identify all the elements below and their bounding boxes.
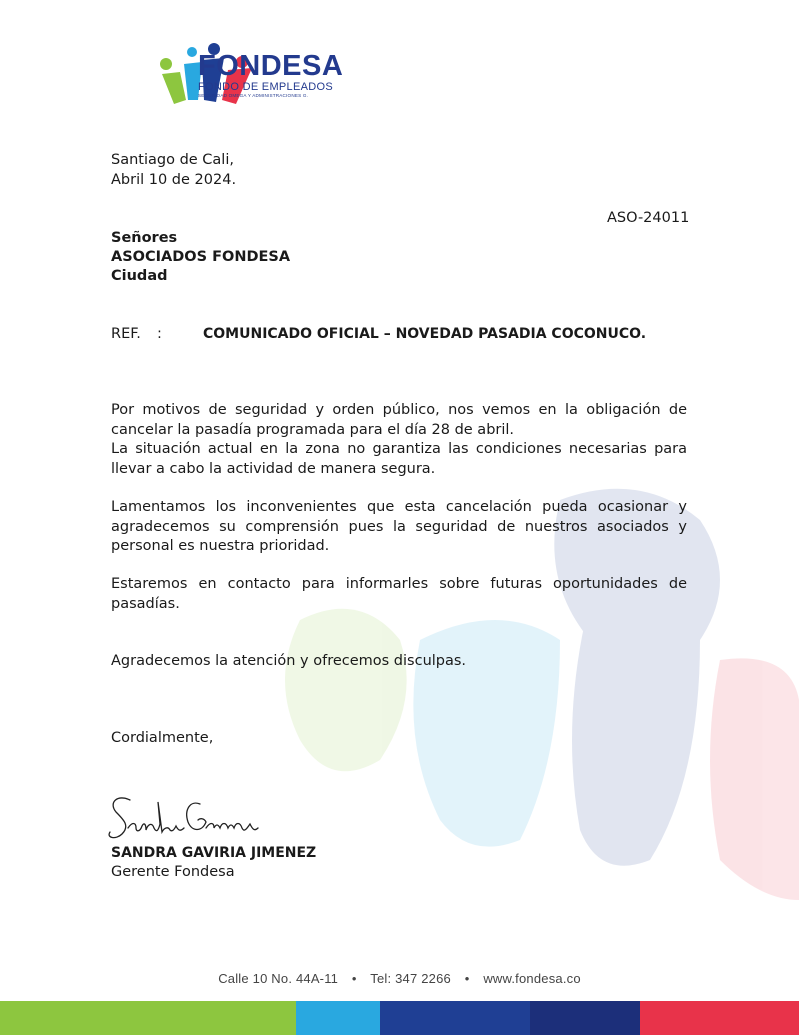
paragraph-1b: La situación actual en la zona no garantiza las condiciones necesarias para llevar a cabo la actividad de manera segura. bbox=[111, 441, 687, 477]
closing: Cordialmente, bbox=[111, 730, 214, 746]
ref-colon: : bbox=[157, 326, 162, 342]
ref-text: COMUNICADO OFICIAL – NOVEDAD PASADIA COCONUCO. bbox=[203, 326, 647, 342]
letter-date: Abril 10 de 2024. bbox=[111, 172, 237, 188]
footer-phone: Tel: 347 2266 bbox=[370, 971, 451, 986]
footer-separator: • bbox=[464, 971, 470, 986]
footer-bar-blue bbox=[380, 1001, 530, 1035]
brand-subtitle-small: SEGURIDAD OMEGA Y ADMINISTRACIONES G. bbox=[198, 93, 309, 98]
recipient-line-1: Señores bbox=[111, 230, 178, 246]
paragraph-1a: Por motivos de seguridad y orden público, nos vemos en la obligación de cancelar la pasadía programada para el día 28 de abril. bbox=[111, 402, 687, 438]
paragraph-4 bbox=[111, 652, 687, 672]
letter-place: Santiago de Cali, bbox=[111, 152, 234, 168]
paragraph-1 bbox=[111, 401, 687, 479]
paragraph-2-text: Lamentamos los inconvenientes que esta cancelación pueda ocasionar y agradecemos su comprensión pues la seguridad de nuestros asociados y personal es nuestra prioridad. bbox=[111, 499, 687, 554]
signer-title: Gerente Fondesa bbox=[111, 864, 235, 880]
footer-separator: • bbox=[351, 971, 357, 986]
letter-code: ASO-24011 bbox=[607, 210, 690, 226]
footer-address: Calle 10 No. 44A-11 bbox=[218, 971, 339, 986]
footer-bar-navy bbox=[530, 1001, 640, 1035]
brand-name: FONDESA bbox=[198, 50, 344, 82]
handwritten-signature bbox=[100, 792, 280, 846]
paragraph-2 bbox=[111, 498, 687, 557]
paragraph-3 bbox=[111, 575, 687, 614]
brand-subtitle: FONDO DE EMPLEADOS bbox=[198, 81, 333, 93]
ref-label: REF. bbox=[111, 326, 141, 342]
footer-bar-light-blue bbox=[296, 1001, 380, 1035]
footer-bar-red bbox=[640, 1001, 799, 1035]
signer-name: SANDRA GAVIRIA JIMENEZ bbox=[111, 845, 317, 861]
footer-website[interactable]: www.fondesa.co bbox=[483, 971, 581, 986]
recipient-line-3: Ciudad bbox=[111, 268, 168, 284]
paragraph-3-text: Estaremos en contacto para informarles sobre futuras oportunidades de pasadías. bbox=[111, 576, 687, 612]
recipient-line-2: ASOCIADOS FONDESA bbox=[111, 249, 291, 265]
footer-contact bbox=[0, 971, 799, 986]
brand-block bbox=[198, 52, 343, 99]
paragraph-4-text: Agradecemos la atención y ofrecemos disculpas. bbox=[111, 653, 467, 669]
footer-bar-green bbox=[0, 1001, 296, 1035]
